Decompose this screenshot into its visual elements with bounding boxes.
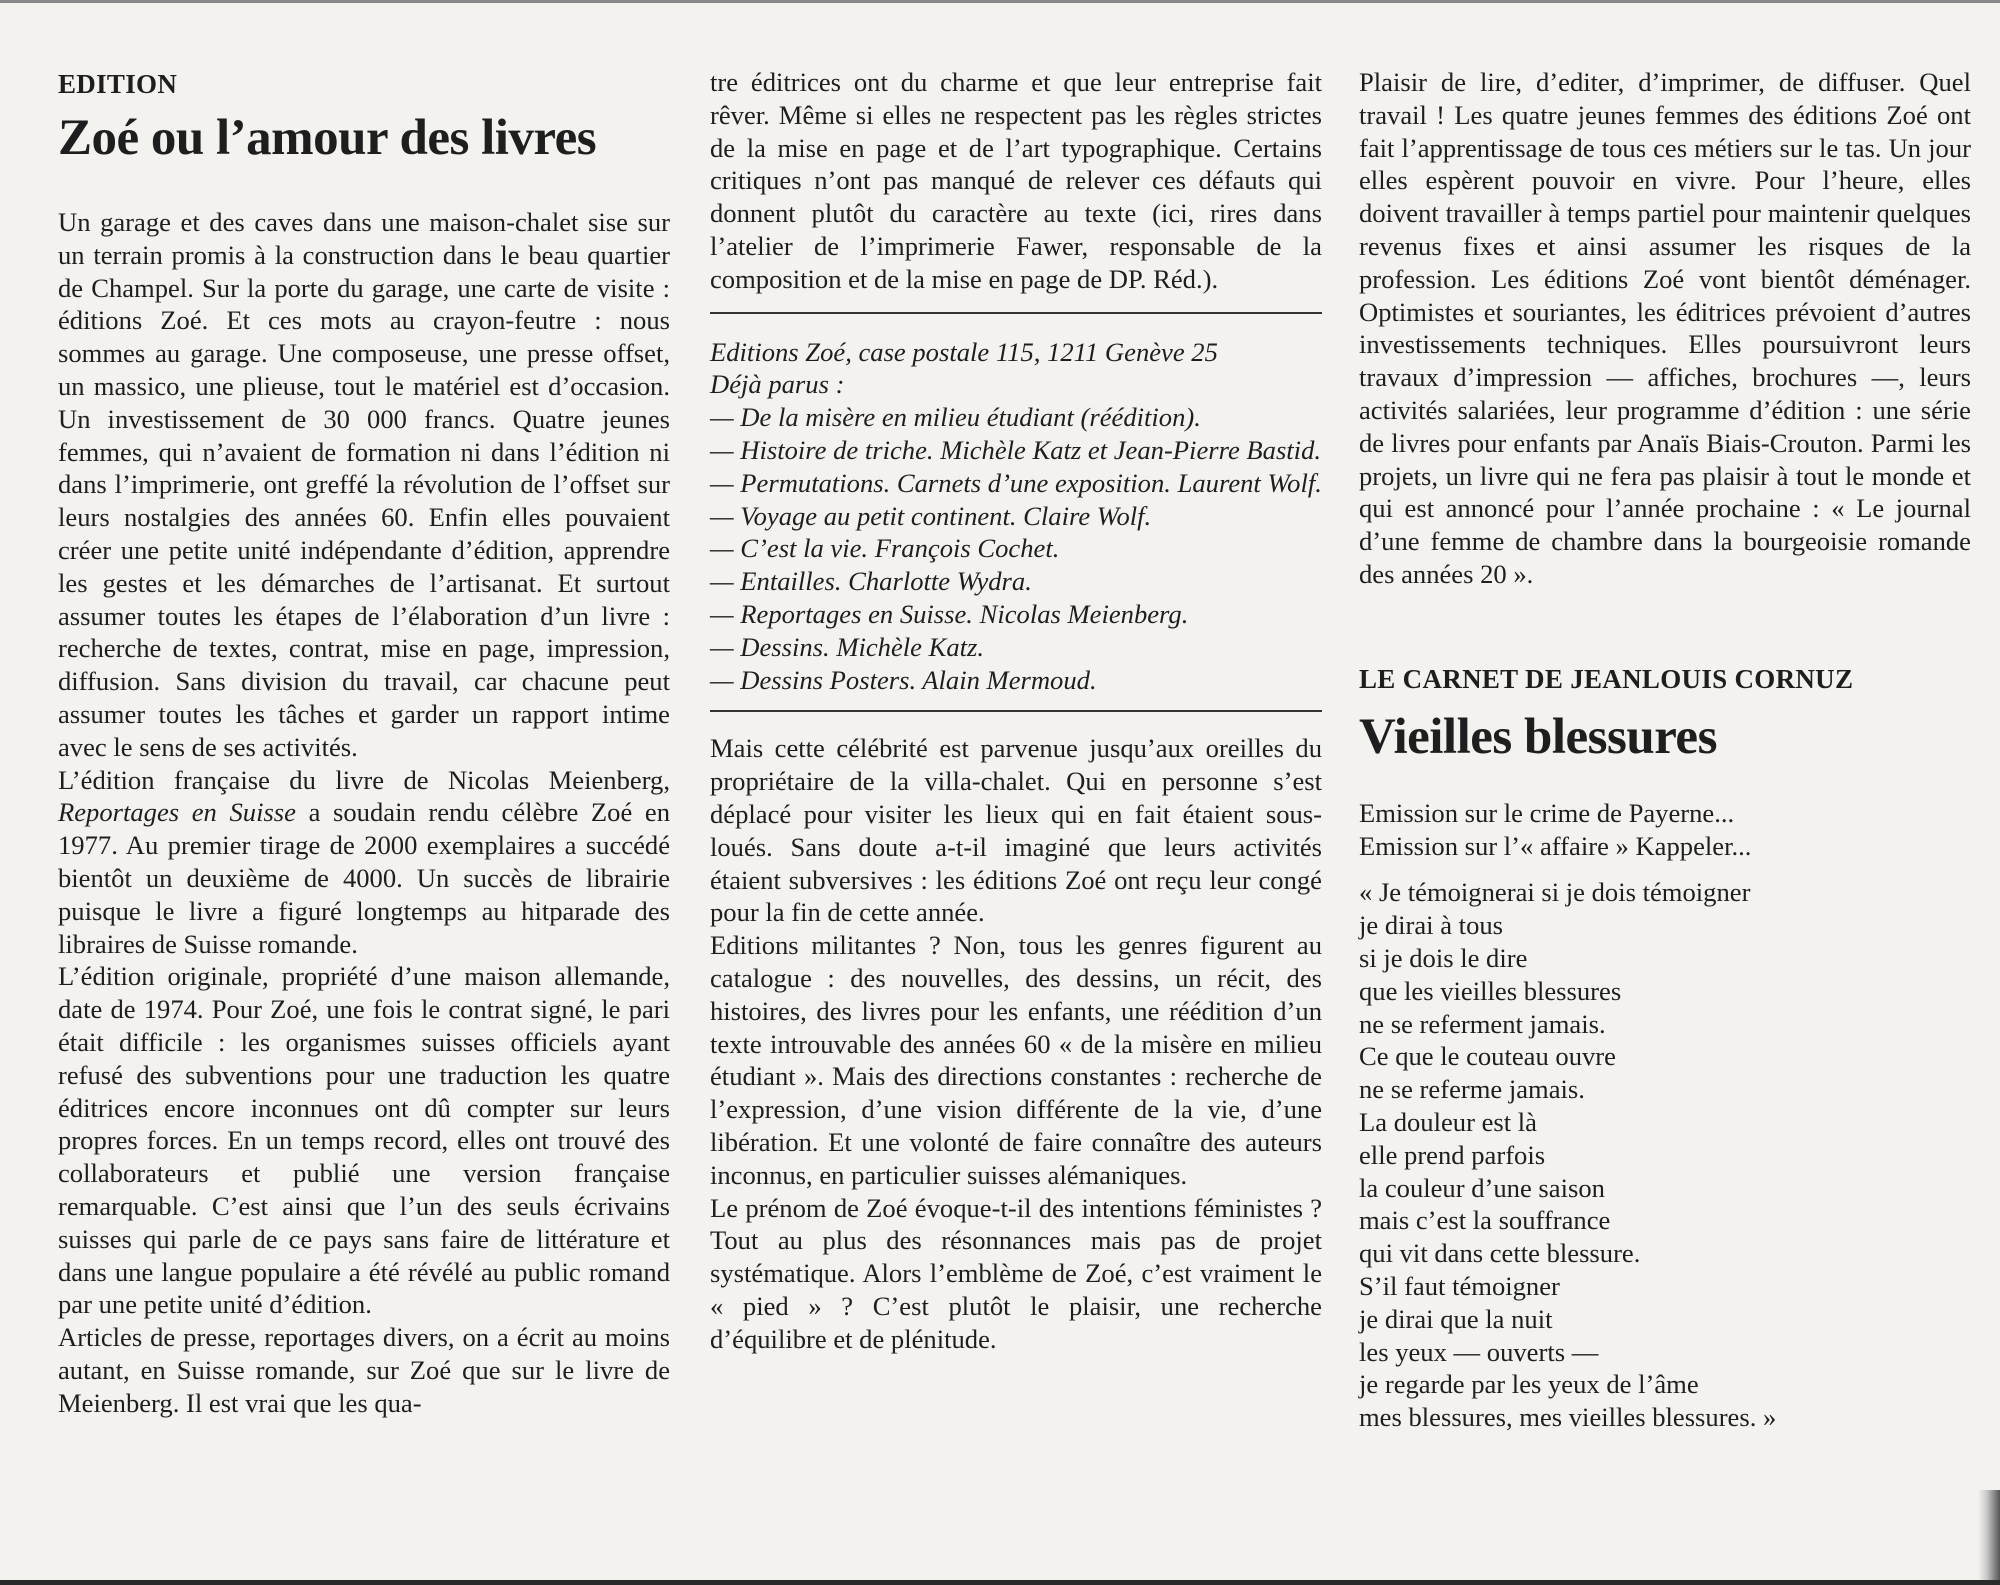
poem-line: je dirai que la nuit	[1359, 1303, 1553, 1334]
poem-line: que les vieilles blessures	[1359, 975, 1622, 1006]
list-heading: Déjà parus :	[710, 369, 845, 400]
paragraph: Editions militantes ? Non, tous les genres figurent au catalogue : des nouvelles, des dessins, un récit, des histoires, des livres pour les enfants, une réédition d’un texte introuvable des années 60 « de la misère en milieu étudiant ». Mais des directions constantes : recherche de l’expression, d’une vision différente de la vie, d’une libération. Et une volonté de faire connaître des auteurs inconnus, en particulier suisses alémaniques.	[710, 930, 1322, 1190]
poem-line: Ce que le couteau ouvre	[1359, 1041, 1616, 1072]
list-item: — Histoire de triche. Michèle Katz et Jean-Pierre Bastid.	[710, 434, 1322, 465]
carnet-section	[1359, 663, 1971, 1434]
poem-line: mais c’est la souffrance	[1359, 1205, 1611, 1236]
paragraph: Articles de presse, reportages divers, on a écrit au moins autant, en Suisse romande, sur Zoé que sur le livre de Meienberg. Il est vrai que les qua-	[58, 1322, 670, 1418]
box-rule-bottom	[710, 710, 1322, 712]
paragraph	[58, 764, 670, 961]
bottom-border-line	[0, 1580, 2000, 1585]
section-kicker: EDITION	[58, 69, 178, 99]
paragraph: Plaisir de lire, d’editer, d’imprimer, de diffuser. Quel travail ! Les quatre jeunes femmes des éditions Zoé ont fait l’apprentissage de tous ces métiers sur le tas. Un jour elles espèrent pouvoir en vivre. Pour l’heure, elles doivent travailler à temps partiel pour maintenir quelques revenus fixes et ainsi assumer les risques de la profession. Les éditions Zoé vont bientôt déménager. Optimistes et souriantes, les éditrices prévoient d’autres investissements techniques. Elles poursuivront leurs travaux d’impression — affiches, brochures —, leurs activités salariées, leur programme d’édition : une série de livres pour enfants par Anaïs Biais-Crouton. Parmi les projets, un livre qui ne fera pas plaisir à tout le monde et qui est annoncé pour l’année prochaine : « Le journal d’une femme de chambre dans la bourgeoisie romande des années 20 ».	[1359, 67, 1971, 589]
poem	[1359, 876, 1971, 1434]
list-item: — Dessins Posters. Alain Mermoud.	[710, 664, 1097, 695]
article-title: Zoé ou l’amour des livres	[58, 110, 597, 166]
poem-line: je regarde par les yeux de l’âme	[1359, 1369, 1699, 1400]
intro-line: Emission sur l’« affaire » Kappeler...	[1359, 830, 1752, 861]
text-run: L’édition française du livre de Nicolas Meienberg,	[58, 764, 670, 795]
poem-line: La douleur est là	[1359, 1106, 1537, 1137]
list-item: — Dessins. Michèle Katz.	[710, 631, 985, 662]
poem-line: si je dois le dire	[1359, 942, 1528, 973]
text-run: a soudain rendu célèbre Zoé en 1977. Au premier tirage de 2000 exemplaires a succédé bientôt un deuxième de 4000. Un succès de librairie puisque le livre a figuré longtemps au hitparade des libraires de Suisse romande.	[58, 797, 670, 959]
paragraph: L’édition originale, propriété d’une maison allemande, date de 1974. Pour Zoé, une fois le contrat signé, le pari était difficile : les organismes suisses officiels ayant refusé des subventions pour une traduction les quatre éditrices encore inconnues ont dû compter sur leurs propres forces. En un temps record, elles ont trouvé des collaborateurs et publié une version française remarquable. C’est ainsi que l’un des seuls écrivains suisses qui parle de ce pays sans faire de littérature et dans une langue populaire a été révélé au public romand par une petite unité d’édition.	[58, 961, 670, 1320]
publisher-address: Editions Zoé, case postale 115, 1211 Genève 25	[710, 336, 1218, 367]
intro-line: Emission sur le crime de Payerne...	[1359, 797, 1735, 828]
list-item: — Entailles. Charlotte Wydra.	[710, 566, 1032, 597]
poem-line: elle prend parfois	[1359, 1139, 1546, 1170]
list-item: — Reportages en Suisse. Nicolas Meienberg.	[710, 598, 1189, 629]
paragraph: tre éditrices ont du charme et que leur entreprise fait rêver. Même si elles ne respectent pas les règles strictes de la mise en page et de l’art typographique. Certains critiques n’ont pas manqué de relever ces défauts qui donnent plutôt du caractère au texte (ici, rires dans l’atelier de l’imprimerie Fawer, responsable de la composition et de la mise en page de DP. Réd.).	[710, 67, 1322, 294]
poem-line: mes blessures, mes vieilles blessures. »	[1359, 1402, 1777, 1433]
column-2	[710, 66, 1322, 1355]
paragraph: Mais cette célébrité est parvenue jusqu’aux oreilles du propriétaire de la villa-chalet. Qui en personne s’est déplacé pour visiter les lieux qui en fait étaient sous-loués. Sans doute a-t-il imaginé que leurs activités étaient subversives : les éditions Zoé ont reçu leur congé pour la fin de cette année.	[710, 733, 1322, 928]
box-rule-top	[710, 312, 1322, 314]
poem-line: la couleur d’une saison	[1359, 1172, 1605, 1203]
column-1	[58, 66, 670, 1419]
poem-line: ne se referme jamais.	[1359, 1074, 1585, 1105]
poem-line: ne se referment jamais.	[1359, 1008, 1606, 1039]
list-item: — Permutations. Carnets d’une exposition. Laurent Wolf.	[710, 467, 1322, 498]
publications-box	[710, 336, 1322, 697]
section-kicker: LE CARNET DE JEANLOUIS CORNUZ	[1359, 663, 1854, 694]
list-item: — C’est la vie. François Cochet.	[710, 533, 1060, 564]
paragraph: Un garage et des caves dans une maison-chalet sise sur un terrain promis à la construction dans le beau quartier de Champel. Sur la porte du garage, une carte de visite : éditions Zoé. Et ces mots au crayon-feutre : nous sommes au garage. Une composeuse, une presse offset, un massico, une plieuse, tout le matériel est d’occasion. Un investissement de 30 000 francs. Quatre jeunes femmes, qui n’avaient de formation ni dans l’édition ni dans l’imprimerie, ont greffé la révolution de l’offset sur leurs nostalgies des années 60. Enfin elles pouvaient créer une petite unité indépendante d’édition, apprendre les gestes et les démarches de l’artisanat. Et surtout assumer toutes les étapes de l’élaboration d’un livre : recherche de textes, contrat, mise en page, impression, diffusion. Sans division du travail, car chacune peut assumer toutes les tâches et garder un rapport intime avec le sens de ses activités.	[58, 207, 670, 762]
list-item: — De la misère en milieu étudiant (réédition).	[710, 402, 1201, 433]
top-border-line	[0, 0, 2000, 3]
intro-lines	[1359, 797, 1971, 863]
poem-line: S’il faut témoigner	[1359, 1270, 1560, 1301]
list-item: — Voyage au petit continent. Claire Wolf.	[710, 500, 1152, 531]
paragraph: Le prénom de Zoé évoque-t-il des intentions féministes ? Tout au plus des résonnances mais pas de projet systématique. Alors l’emblème de Zoé, c’est vraiment le « pied » ? C’est plutôt le plaisir, une recherche d’équilibre et de plénitude.	[710, 1192, 1322, 1354]
book-title-italic: Reportages en Suisse	[58, 797, 296, 828]
poem-line: « Je témoignerai si je dois témoigner	[1359, 877, 1751, 908]
article-title: Vieilles blessures	[1359, 708, 1717, 765]
poem-line: qui vit dans cette blessure.	[1359, 1238, 1641, 1269]
poem-line: je dirai à tous	[1359, 910, 1504, 941]
page-edge-shadow	[1978, 1490, 2000, 1585]
column-3	[1359, 66, 1971, 1434]
poem-line: les yeux — ouverts —	[1359, 1336, 1599, 1367]
